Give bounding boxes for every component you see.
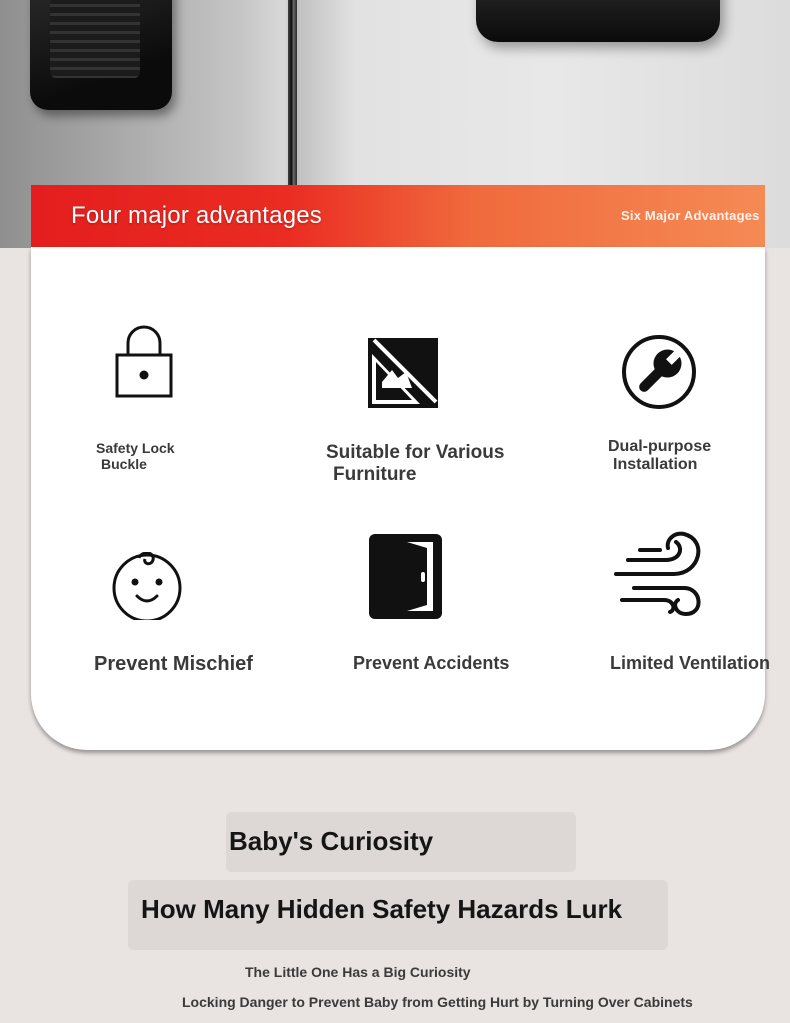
door-icon [369, 534, 442, 619]
section-heading-curiosity: Baby's Curiosity [229, 826, 434, 856]
feature-label-line: Suitable for Various [326, 442, 505, 463]
feature-label-line: Furniture [333, 463, 417, 485]
wrench-icon [621, 334, 697, 410]
feature-label-various-furniture [326, 442, 504, 486]
lock-right-image [476, 0, 720, 42]
feature-label-prevent-mischief: Prevent Mischief [94, 653, 253, 675]
feature-label-safety-lock [96, 440, 175, 472]
banner-subtitle: Six Major Advantages [621, 208, 760, 223]
feature-label-prevent-accidents: Prevent Accidents [353, 653, 510, 673]
banner-title: Four major advantages [71, 202, 322, 229]
feature-label-line: Safety Lock [96, 440, 175, 456]
section-text-little-one: The Little One Has a Big Curiosity [245, 964, 471, 980]
feature-label-dual-purpose [608, 438, 711, 475]
section-heading-hazards: How Many Hidden Safety Hazards Lurk [141, 894, 623, 924]
baby-face-icon [111, 552, 183, 620]
section-text-locking-danger: Locking Danger to Prevent Baby from Getting Hurt by Turning Over Cabinets [182, 994, 693, 1010]
feature-label-line: Buckle [101, 456, 147, 473]
feature-label-line: Installation [613, 456, 698, 474]
wind-icon [614, 530, 708, 618]
lock-left-image [30, 0, 172, 110]
broken-image-icon [368, 338, 438, 408]
feature-label-line: Dual-purpose [608, 438, 712, 455]
padlock-icon [114, 323, 174, 399]
feature-label-limited-ventilation: Limited Ventilation [610, 653, 771, 673]
door-handle-rod [288, 0, 297, 190]
